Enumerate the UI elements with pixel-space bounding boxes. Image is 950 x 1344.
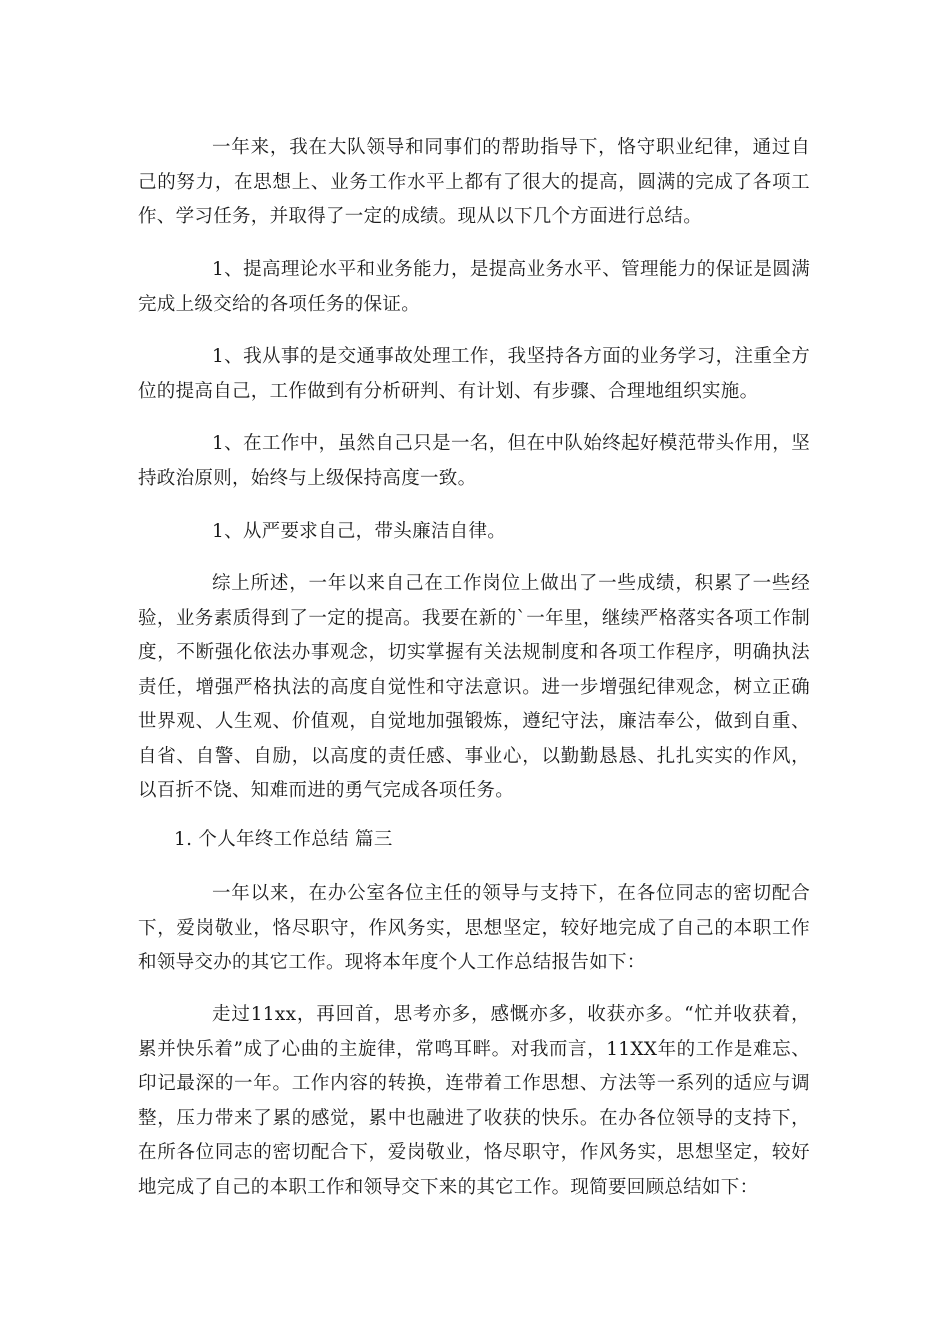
paragraph-item-self-discipline: 1、从严要求自己，带头廉洁自律。 [212, 521, 507, 542]
section-heading: 1. 个人年终工作总结 篇三 [174, 829, 393, 850]
paragraph-section-intro: 一年以来，在办公室各位主任的领导与支持下，在各位同志的密切配合下，爱岗敬业，恪尽职守，作风务实，思想坚定，较好地完成了自己的本职工作和领导交办的其它工作。现将本年度个人工作总结报告如下： [138, 883, 810, 973]
paragraph-section-review: 走过11xx，再回首，思考亦多，感慨亦多，收获亦多。“忙并收获着，累并快乐着”成了心曲的主旋律，常鸣耳畔。对我而言，11XX年的工作是难忘、印记最深的一年。工作内容的转换，连带着工作思想、方法等一系列的适应与调整，压力带来了累的感觉，累中也融进了收获的快乐。在办各位领导的支持下，在所各位同志的密切配合下，爱岗敬业，恪尽职守，作风务实，思想坚定，较好地完成了自己的本职工作和领导交下来的其它工作。现简要回顾总结如下： [138, 1004, 810, 1198]
paragraph-item-accident-work: 1、我从事的是交通事故处理工作，我坚持各方面的业务学习，注重全方位的提高自己，工作做到有分析研判、有计划、有步骤、合理地组织实施。 [138, 346, 810, 402]
paragraph-item-role-model: 1、在工作中，虽然自己只是一名，但在中队始终起好模范带头作用，坚持政治原则，始终与上级保持高度一致。 [138, 433, 810, 489]
paragraph-intro: 一年来，我在大队领导和同事们的帮助指导下，恪守职业纪律，通过自己的努力，在思想上、业务工作水平上都有了很大的提高，圆满的完成了各项工作、学习任务，并取得了一定的成绩。现从以下几个方面进行总结。 [138, 137, 810, 227]
paragraph-summary: 综上所述，一年以来自己在工作岗位上做出了一些成绩，积累了一些经验，业务素质得到了一定的提高。我要在新的`一年里，继续严格落实各项工作制度，不断强化依法办事观念，切实掌握有关法规制度和各项工作程序，明确执法责任，增强严格执法的高度自觉性和守法意识。进一步增强纪律观念，树立正确世界观、人生观、价值观，自觉地加强锻炼，遵纪守法，廉洁奉公，做到自重、自省、自警、自励，以高度的责任感、事业心，以勤勤恳恳、扎扎实实的作风，以百折不饶、知难而进的勇气完成各项任务。 [138, 573, 810, 801]
paragraph-item-theory: 1、提高理论水平和业务能力，是提高业务水平、管理能力的保证是圆满完成上级交给的各项任务的保证。 [138, 259, 810, 315]
